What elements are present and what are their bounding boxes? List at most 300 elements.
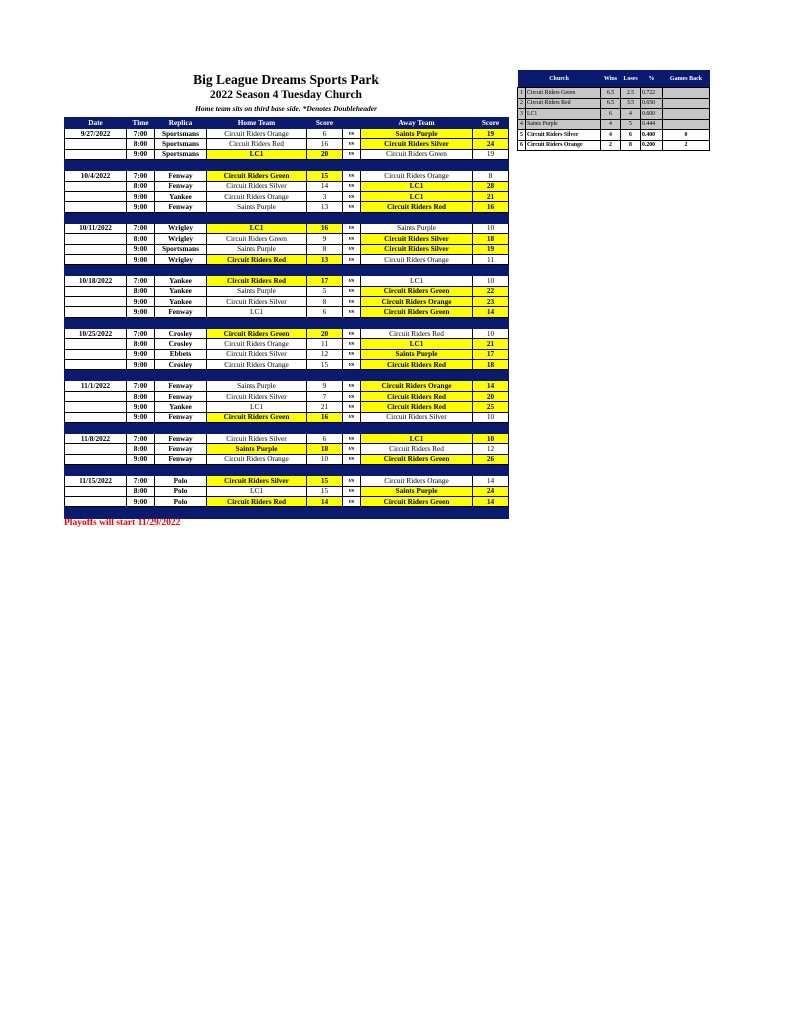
home-team: Circuit Riders Green (207, 171, 307, 181)
away-score: 14 (473, 496, 509, 506)
game-replica: Yankee (155, 297, 207, 307)
home-score: 11 (307, 339, 343, 349)
vs-label: vs (343, 307, 361, 317)
game-time: 8:00 (127, 181, 155, 191)
game-time: 7:00 (127, 223, 155, 233)
vs-label: vs (343, 433, 361, 443)
standings-row (518, 130, 710, 141)
game-replica: Sportsmans (155, 129, 207, 139)
away-team: Circuit Riders Silver (361, 244, 473, 254)
game-date: 10/4/2022 (65, 171, 127, 181)
away-score: 26 (473, 454, 509, 464)
game-time: 9:00 (127, 360, 155, 370)
vs-label: vs (343, 339, 361, 349)
home-team: LC1 (207, 307, 307, 317)
away-score: 14 (473, 476, 509, 486)
standings-loses: 3.5 (621, 98, 641, 109)
game-replica: Polo (155, 496, 207, 506)
game-replica: Wrigley (155, 234, 207, 244)
vs-label: vs (343, 223, 361, 233)
away-team: Circuit Riders Orange (361, 297, 473, 307)
away-team: Circuit Riders Silver (361, 412, 473, 422)
home-score: 6 (307, 433, 343, 443)
home-team: Circuit Riders Red (207, 496, 307, 506)
standings-col-wins: Wins (601, 70, 621, 88)
home-team: Circuit Riders Green (207, 412, 307, 422)
game-row (65, 276, 509, 286)
home-team: Circuit Riders Orange (207, 454, 307, 464)
game-time: 9:00 (127, 496, 155, 506)
away-team: LC1 (361, 276, 473, 286)
standings-games-back: 2 (663, 140, 710, 151)
standings-games-back (663, 98, 710, 109)
home-team: LC1 (207, 149, 307, 159)
game-replica: Yankee (155, 191, 207, 201)
game-date (65, 297, 127, 307)
vs-label: vs (343, 244, 361, 254)
col-date: Date (65, 118, 127, 129)
game-time: 8:00 (127, 486, 155, 496)
home-score: 6 (307, 307, 343, 317)
game-row (65, 339, 509, 349)
standings-body (518, 88, 710, 151)
standings-wins: 2 (601, 140, 621, 151)
standings-team: Circuit Riders Orange (526, 140, 601, 151)
game-date: 11/15/2022 (65, 476, 127, 486)
vs-label: vs (343, 444, 361, 454)
home-score: 12 (307, 349, 343, 359)
game-replica: Sportsmans (155, 149, 207, 159)
game-date (65, 202, 127, 212)
game-time: 7:00 (127, 433, 155, 443)
standings-row (518, 88, 710, 99)
home-team: LC1 (207, 223, 307, 233)
game-row (65, 496, 509, 506)
standings-pct: 0.600 (641, 109, 663, 120)
game-time: 7:00 (127, 129, 155, 139)
standings-loses: 8 (621, 140, 641, 151)
standings-team: LC1 (526, 109, 601, 120)
game-time: 8:00 (127, 139, 155, 149)
game-replica: Fenway (155, 381, 207, 391)
week-separator-bar (65, 370, 509, 381)
game-replica: Fenway (155, 171, 207, 181)
game-replica: Wrigley (155, 254, 207, 264)
game-row (65, 433, 509, 443)
game-row (65, 391, 509, 401)
game-date (65, 286, 127, 296)
home-team: Circuit Riders Orange (207, 129, 307, 139)
game-replica: Sportsmans (155, 139, 207, 149)
week-separator (65, 370, 509, 381)
standings-row (518, 119, 710, 130)
away-team: LC1 (361, 339, 473, 349)
game-date (65, 486, 127, 496)
week-separator-bar (65, 422, 509, 433)
standings-row (518, 109, 710, 120)
standings-loses: 5 (621, 119, 641, 130)
away-team: Circuit Riders Orange (361, 381, 473, 391)
home-team: Circuit Riders Orange (207, 360, 307, 370)
game-row (65, 202, 509, 212)
game-row (65, 223, 509, 233)
away-team: Circuit Riders Orange (361, 254, 473, 264)
home-team: Circuit Riders Silver (207, 391, 307, 401)
standings-wins: 6.5 (601, 88, 621, 99)
game-row (65, 234, 509, 244)
home-score: 14 (307, 496, 343, 506)
home-team-note: Home team sits on third base side. *Denotes Doubleheader (195, 104, 377, 113)
standings-wins: 6.5 (601, 98, 621, 109)
game-row (65, 297, 509, 307)
game-row (65, 454, 509, 464)
standings-team: Circuit Riders Red (526, 98, 601, 109)
vs-label: vs (343, 181, 361, 191)
away-score: 14 (473, 307, 509, 317)
home-score: 16 (307, 139, 343, 149)
away-team: Circuit Riders Orange (361, 476, 473, 486)
standings-team: Circuit Riders Silver (526, 130, 601, 141)
vs-label: vs (343, 254, 361, 264)
col-home-team: Home Team (207, 118, 307, 129)
away-score: 14 (473, 381, 509, 391)
away-score: 21 (473, 191, 509, 201)
col-away-score: Score (473, 118, 509, 129)
game-row (65, 349, 509, 359)
week-separator-bar (65, 160, 509, 171)
game-replica: Fenway (155, 454, 207, 464)
vs-label: vs (343, 454, 361, 464)
game-date: 10/25/2022 (65, 328, 127, 338)
vs-label: vs (343, 139, 361, 149)
game-row (65, 328, 509, 338)
away-team: Circuit Riders Red (361, 328, 473, 338)
standings-header-row (518, 70, 710, 88)
vs-label: vs (343, 129, 361, 139)
home-score: 14 (307, 181, 343, 191)
home-score: 17 (307, 276, 343, 286)
game-time: 8:00 (127, 391, 155, 401)
home-team: Circuit Riders Green (207, 328, 307, 338)
home-team: Circuit Riders Silver (207, 181, 307, 191)
standings-row (518, 98, 710, 109)
vs-label: vs (343, 402, 361, 412)
game-time: 9:00 (127, 349, 155, 359)
standings-wins: 6 (601, 109, 621, 120)
vs-label: vs (343, 202, 361, 212)
home-team: LC1 (207, 402, 307, 412)
away-team: Saints Purple (361, 349, 473, 359)
home-team: Circuit Riders Silver (207, 349, 307, 359)
standings-games-back: 0 (663, 130, 710, 141)
game-replica: Crosley (155, 360, 207, 370)
home-score: 8 (307, 297, 343, 307)
week-separator-bar (65, 465, 509, 476)
week-separator (65, 212, 509, 223)
standings-wins: 4 (601, 119, 621, 130)
game-replica: Fenway (155, 391, 207, 401)
game-replica: Fenway (155, 202, 207, 212)
home-team: Saints Purple (207, 444, 307, 454)
game-date (65, 307, 127, 317)
col-home-score: Score (307, 118, 343, 129)
standings-rank: 1 (518, 88, 526, 99)
game-date (65, 339, 127, 349)
game-date (65, 402, 127, 412)
home-team: Circuit Riders Silver (207, 297, 307, 307)
game-row (65, 254, 509, 264)
game-date (65, 234, 127, 244)
away-team: LC1 (361, 433, 473, 443)
home-team: Saints Purple (207, 244, 307, 254)
away-score: 19 (473, 244, 509, 254)
schedule-body (65, 129, 509, 519)
standings-pct: 0.444 (641, 119, 663, 130)
game-replica: Polo (155, 486, 207, 496)
standings-team: Circuit Riders Green (526, 88, 601, 99)
game-replica: Ebbets (155, 349, 207, 359)
game-replica: Fenway (155, 181, 207, 191)
game-date: 11/8/2022 (65, 433, 127, 443)
away-score: 24 (473, 139, 509, 149)
vs-label: vs (343, 391, 361, 401)
home-score: 20 (307, 149, 343, 159)
home-team: Circuit Riders Orange (207, 339, 307, 349)
game-time: 8:00 (127, 444, 155, 454)
home-score: 16 (307, 223, 343, 233)
vs-label: vs (343, 286, 361, 296)
away-score: 18 (473, 360, 509, 370)
standings-rank: 3 (518, 109, 526, 120)
game-time: 9:00 (127, 402, 155, 412)
game-date (65, 254, 127, 264)
game-time: 9:00 (127, 244, 155, 254)
game-date (65, 139, 127, 149)
game-time: 7:00 (127, 476, 155, 486)
standings-col-pct: % (641, 70, 663, 88)
home-team: Saints Purple (207, 286, 307, 296)
standings-loses: 4 (621, 109, 641, 120)
game-date (65, 412, 127, 422)
away-team: LC1 (361, 191, 473, 201)
standings-rank: 4 (518, 119, 526, 130)
game-date (65, 444, 127, 454)
standings-pct: 0.400 (641, 130, 663, 141)
away-team: Circuit Riders Green (361, 496, 473, 506)
game-date: 10/18/2022 (65, 276, 127, 286)
away-score: 19 (473, 149, 509, 159)
game-date (65, 181, 127, 191)
away-team: Saints Purple (361, 223, 473, 233)
home-score: 21 (307, 402, 343, 412)
away-team: Circuit Riders Red (361, 444, 473, 454)
away-score: 28 (473, 181, 509, 191)
away-score: 11 (473, 254, 509, 264)
away-score: 17 (473, 349, 509, 359)
home-team: LC1 (207, 486, 307, 496)
game-row (65, 139, 509, 149)
away-score: 10 (473, 276, 509, 286)
away-team: Circuit Riders Red (361, 202, 473, 212)
standings-col-games-back: Games Back (663, 70, 710, 88)
standings-pct: 0.650 (641, 98, 663, 109)
game-date (65, 391, 127, 401)
standings-row (518, 140, 710, 151)
game-time: 9:00 (127, 254, 155, 264)
game-row (65, 244, 509, 254)
week-separator-bar (65, 317, 509, 328)
home-team: Saints Purple (207, 381, 307, 391)
standings-loses: 2.5 (621, 88, 641, 99)
away-team: Saints Purple (361, 129, 473, 139)
game-replica: Yankee (155, 402, 207, 412)
standings-wins: 4 (601, 130, 621, 141)
standings-rank: 6 (518, 140, 526, 151)
away-score: 10 (473, 328, 509, 338)
game-replica: Yankee (155, 276, 207, 286)
game-date: 11/1/2022 (65, 381, 127, 391)
vs-label: vs (343, 297, 361, 307)
week-separator (65, 265, 509, 276)
game-date (65, 360, 127, 370)
game-row (65, 129, 509, 139)
game-row (65, 402, 509, 412)
home-team: Circuit Riders Green (207, 234, 307, 244)
home-score: 16 (307, 412, 343, 422)
game-time: 9:00 (127, 297, 155, 307)
home-team: Circuit Riders Red (207, 254, 307, 264)
game-date: 9/27/2022 (65, 129, 127, 139)
vs-label: vs (343, 234, 361, 244)
standings-rank: 2 (518, 98, 526, 109)
standings-loses: 6 (621, 130, 641, 141)
game-replica: Wrigley (155, 223, 207, 233)
game-row (65, 149, 509, 159)
game-replica: Crosley (155, 328, 207, 338)
home-score: 10 (307, 454, 343, 464)
home-score: 15 (307, 486, 343, 496)
playoffs-note: Playoffs will start 11/29/2022 (64, 518, 181, 528)
game-row (65, 171, 509, 181)
week-separator (65, 465, 509, 476)
home-score: 20 (307, 328, 343, 338)
game-time: 9:00 (127, 412, 155, 422)
home-score: 7 (307, 391, 343, 401)
game-date (65, 496, 127, 506)
home-team: Circuit Riders Red (207, 139, 307, 149)
away-team: Circuit Riders Red (361, 391, 473, 401)
away-score: 20 (473, 391, 509, 401)
away-team: Circuit Riders Green (361, 454, 473, 464)
away-team: Circuit Riders Red (361, 402, 473, 412)
home-score: 9 (307, 381, 343, 391)
game-time: 9:00 (127, 149, 155, 159)
game-date: 10/11/2022 (65, 223, 127, 233)
home-team: Circuit Riders Silver (207, 433, 307, 443)
away-score: 18 (473, 234, 509, 244)
game-time: 8:00 (127, 286, 155, 296)
game-row (65, 286, 509, 296)
col-vs (343, 118, 361, 129)
game-time: 7:00 (127, 171, 155, 181)
game-time: 7:00 (127, 381, 155, 391)
week-separator (65, 317, 509, 328)
standings-col-loses: Loses (621, 70, 641, 88)
game-replica: Yankee (155, 286, 207, 296)
game-date (65, 191, 127, 201)
game-replica: Fenway (155, 433, 207, 443)
game-row (65, 181, 509, 191)
away-team: Circuit Riders Green (361, 149, 473, 159)
vs-label: vs (343, 381, 361, 391)
home-score: 3 (307, 191, 343, 201)
standings-pct: 0.722 (641, 88, 663, 99)
game-replica: Polo (155, 476, 207, 486)
away-score: 22 (473, 286, 509, 296)
game-row (65, 476, 509, 486)
game-time: 9:00 (127, 307, 155, 317)
week-separator (65, 160, 509, 171)
standings-team: Saints Purple (526, 119, 601, 130)
home-score: 5 (307, 286, 343, 296)
game-time: 8:00 (127, 234, 155, 244)
game-time: 7:00 (127, 328, 155, 338)
standings-table (517, 70, 710, 151)
game-time: 9:00 (127, 191, 155, 201)
away-score: 23 (473, 297, 509, 307)
col-time: Time (127, 118, 155, 129)
page-title: Big League Dreams Sports Park (193, 72, 379, 87)
vs-label: vs (343, 171, 361, 181)
home-team: Circuit Riders Red (207, 276, 307, 286)
away-score: 10 (473, 433, 509, 443)
week-separator-bar (65, 212, 509, 223)
col-replica: Replica (155, 118, 207, 129)
game-replica: Crosley (155, 339, 207, 349)
away-score: 19 (473, 129, 509, 139)
home-team: Circuit Riders Orange (207, 191, 307, 201)
vs-label: vs (343, 191, 361, 201)
game-row (65, 381, 509, 391)
game-replica: Fenway (155, 307, 207, 317)
schedule-table (64, 117, 509, 519)
page-subtitle: 2022 Season 4 Tuesday Church (210, 89, 362, 101)
game-time: 8:00 (127, 339, 155, 349)
game-row (65, 412, 509, 422)
away-team: LC1 (361, 181, 473, 191)
week-separator (65, 422, 509, 433)
schedule-header-row (65, 118, 509, 129)
game-row (65, 444, 509, 454)
away-score: 16 (473, 202, 509, 212)
away-team: Circuit Riders Red (361, 360, 473, 370)
vs-label: vs (343, 276, 361, 286)
away-score: 12 (473, 444, 509, 454)
away-team: Circuit Riders Silver (361, 139, 473, 149)
away-team: Circuit Riders Orange (361, 171, 473, 181)
vs-label: vs (343, 328, 361, 338)
away-score: 21 (473, 339, 509, 349)
standings-rank: 5 (518, 130, 526, 141)
game-date (65, 149, 127, 159)
game-time: 7:00 (127, 276, 155, 286)
home-score: 13 (307, 202, 343, 212)
away-score: 25 (473, 402, 509, 412)
vs-label: vs (343, 486, 361, 496)
away-team: Circuit Riders Green (361, 307, 473, 317)
vs-label: vs (343, 496, 361, 506)
vs-label: vs (343, 349, 361, 359)
